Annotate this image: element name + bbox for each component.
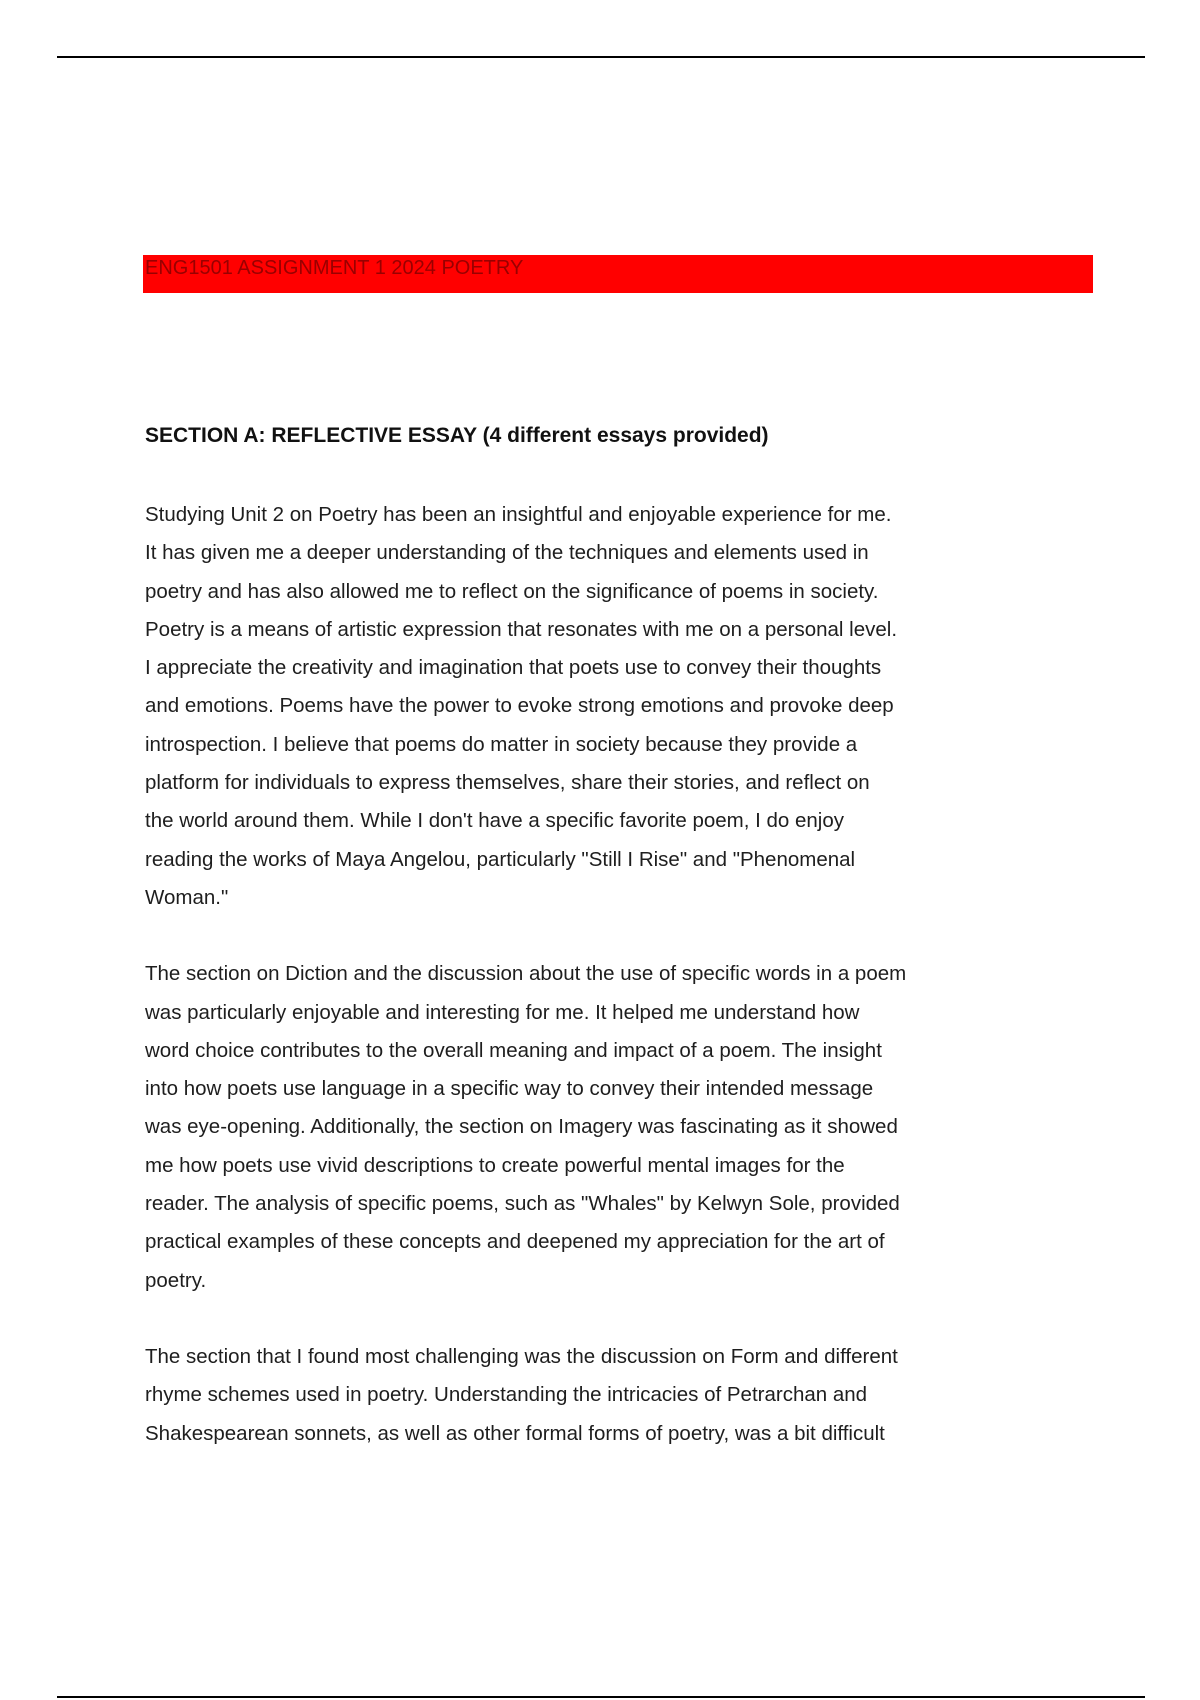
- paragraph-line: was particularly enjoyable and interesting for me. It helped me understand how: [145, 1000, 860, 1024]
- paragraph-line: I appreciate the creativity and imagination that poets use to convey their thoughts: [145, 656, 882, 680]
- paragraph-line: Shakespearean sonnets, as well as other formal forms of poetry, was a bit difficult: [145, 1421, 885, 1445]
- paragraph-line: and emotions. Poems have the power to evoke strong emotions and provoke deep: [145, 694, 894, 718]
- title-banner: [143, 255, 1093, 293]
- paragraph-line: poetry.: [145, 1268, 207, 1292]
- paragraph-line: It has given me a deeper understanding of the techniques and elements used in: [145, 541, 869, 565]
- paragraph-line: Woman.": [145, 885, 229, 909]
- section-heading: SECTION A: REFLECTIVE ESSAY (4 different essays provided): [145, 424, 769, 447]
- paragraph-line: me how poets use vivid descriptions to create powerful mental images for the: [145, 1153, 845, 1177]
- paragraph-line: reading the works of Maya Angelou, particularly "Still I Rise" and "Phenomenal: [145, 847, 856, 871]
- paragraph-line: platform for individuals to express themselves, share their stories, and reflect on: [145, 771, 870, 795]
- document-body: [145, 420, 995, 1491]
- paragraph-line: poetry and has also allowed me to reflect on the significance of poems in society.: [145, 579, 879, 603]
- essay-paragraphs: [145, 496, 995, 1453]
- page-top-rule: [57, 56, 1145, 58]
- essay-paragraph: [145, 955, 995, 1300]
- essay-paragraph: [145, 1338, 995, 1453]
- paragraph-line: Studying Unit 2 on Poetry has been an insightful and enjoyable experience for me.: [145, 503, 892, 526]
- page-bottom-rule: [57, 1696, 1145, 1698]
- paragraph-line: Poetry is a means of artistic expression that resonates with me on a personal level.: [145, 617, 898, 641]
- essay-paragraph: [145, 496, 995, 917]
- paragraph-line: word choice contributes to the overall meaning and impact of a poem. The insight: [145, 1038, 882, 1062]
- document-title: ENG1501 ASSIGNMENT 1 2024 POETRY: [145, 257, 524, 279]
- paragraph-line: the world around them. While I don't have a specific favorite poem, I do enjoy: [145, 809, 845, 833]
- paragraph-line: practical examples of these concepts and deepened my appreciation for the art of: [145, 1230, 885, 1254]
- paragraph-line: was eye-opening. Additionally, the section on Imagery was fascinating as it showed: [145, 1115, 898, 1139]
- paragraph-line: into how poets use language in a specific way to convey their intended message: [145, 1077, 874, 1101]
- paragraph-line: rhyme schemes used in poetry. Understanding the intricacies of Petrarchan and: [145, 1383, 868, 1407]
- paragraph-line: The section on Diction and the discussion about the use of specific words in a poem: [145, 962, 907, 986]
- paragraph-line: reader. The analysis of specific poems, such as "Whales" by Kelwyn Sole, provided: [145, 1192, 900, 1216]
- paragraph-line: The section that I found most challenging was the discussion on Form and different: [145, 1344, 898, 1368]
- paragraph-line: introspection. I believe that poems do matter in society because they provide a: [145, 732, 858, 756]
